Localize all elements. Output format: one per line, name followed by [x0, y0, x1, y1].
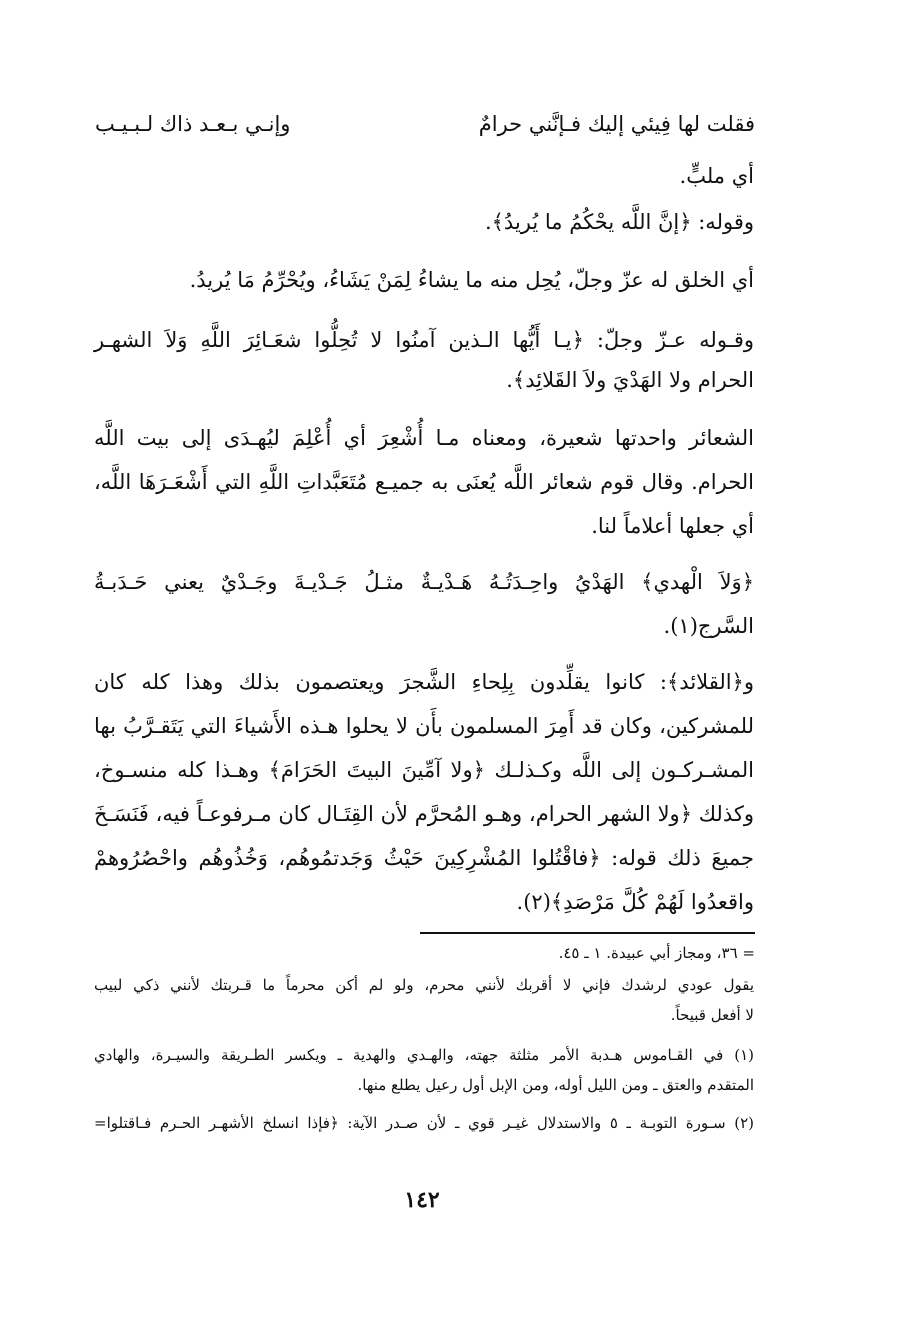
footnote-1-line: (١) في القـاموس هـدبة الأمر مثلثة جهته، والهـدي والهدية ـ ويكسر الطـريقة والسيـرة، والهادي — [94, 1046, 754, 1064]
footnote-1-line: المتقدم والعتق ـ ومن الليل أوله، ومن الإبل أول رعيل يطلع منها. — [357, 1076, 754, 1094]
body-line: و﴿القلائد﴾: كانوا يقلِّدون بِلِحاءِ الشَّجرَ ويعتصمون بذلك وهذا كله كان — [94, 670, 754, 694]
body-line: وقوله: ﴿إنَّ اللَّه يحْكُمُ ما يُريدُ﴾. — [484, 210, 754, 234]
body-line: المشـركـون إلى اللَّه وكـذلـك ﴿ولا آمِّينَ البيتَ الحَرَامَ﴾ وهـذا كله منسـوخ، — [94, 758, 754, 782]
footnote-quote-line: يقول عودي لرشدك فإني لا أقربك لأنني محرم، ولو لم أكن محرماً ما قـربتك لأنني ذكي لبيب — [94, 976, 754, 994]
poem-right-hemistich: فقلت لها فِيئي إليك فـإنَّني حرامٌ — [478, 112, 755, 136]
body-line: أي الخلق له عزّ وجلّ، يُحِل منه ما يشاءُ لِمَنْ يَشَاءُ، ويُحْرِّمُ مَا يُريدُ. — [189, 268, 754, 292]
footnote-separator — [420, 932, 755, 934]
body-line: أي جعلها أعلاماً لنا. — [591, 514, 754, 538]
page-number: ١٤٢ — [404, 1187, 440, 1213]
body-line: أي ملبٍّ. — [679, 164, 754, 188]
body-line: السَّرج(١). — [663, 614, 754, 638]
body-line: للمشركين، وكان قد أَمِرَ المسلمون بأَن لا يحلوا هـذه الأَشياءَ التي يَتَقـرَّبُ بها — [94, 714, 754, 738]
body-line: ﴿وَلاَ الْهدي﴾ الهَدْيُ واحِـدَتُـهُ هَـدْيـةٌ مثـلُ جَـدْيـةَ وجَـدْيٌ يعني حَـدَبـةُ — [94, 570, 754, 594]
body-line: الحرام. وقال قوم شعائر اللَّه يُعنَى به جميـع مُتَعَبَّداتِ اللَّهِ التي أَشْعَـرَهَا اللَّه، — [94, 470, 754, 494]
body-line: وقـوله عـزّ وجلّ: ﴿يـا أَيُّها الـذين آمنُوا لا تُحِلُّوا شعَـائِرَ اللَّهِ وَلاَ الشهـر — [94, 328, 754, 352]
body-line: الحرام ولا الهَدْيَ ولاَ القَلائِد﴾. — [506, 368, 754, 392]
poem-left-hemistich: وإنـي بـعـد ذاك لـبـيـب — [95, 112, 291, 136]
body-line: جميعَ ذلك قوله: ﴿فاقْتُلوا المُشْرِكِينَ حَيْثُ وَجَدتمُوهُم، وَخُذُوهُم واحْصُرُوهمْ — [94, 846, 754, 870]
body-line: الشعائر واحدتها شعيرة، ومعناه مـا أُشْعِرَ أي أُعْلِمَ ليُهـدَى إلى بيت اللَّه — [94, 426, 754, 450]
body-line: واقعدُوا لَهُمْ كُلَّ مَرْصَدِ﴾(٢). — [516, 890, 754, 914]
footnote-quote-line: لا أفعل قبيحاً. — [670, 1006, 754, 1024]
footnote-2-line: (٢) سـورة التوبـة ـ ٥ والاستدلال غيـر قوي ـ لأن صـدر الآية: ﴿فإذا انسلخ الأشهـر الحـرم فـاقتلوا= — [94, 1114, 754, 1132]
poem-verse — [95, 104, 755, 144]
body-line: وكذلك ﴿ولا الشهر الحرام، وهـو المُحرَّم لأن القِتَـال كان مـرفوعـاً فيه، فَنَسَـخَ — [94, 802, 754, 826]
footnote-continuation: = ٣٦، ومجاز أبي عبيدة. ١ ـ ٤٥. — [558, 944, 755, 962]
